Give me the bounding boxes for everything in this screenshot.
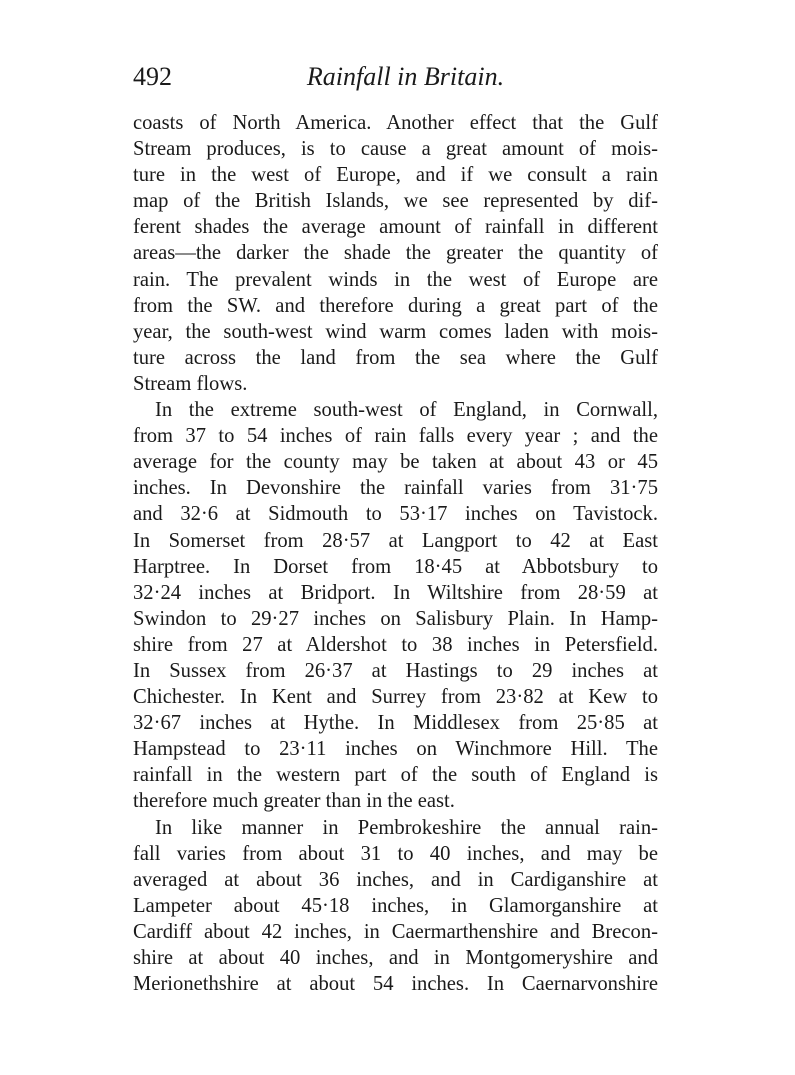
text-line: year, the south-west wind warm comes laden with mois-: [133, 320, 658, 343]
text-line: 32·67 inches at Hythe. In Middlesex from 25·85 at: [133, 712, 658, 735]
text-line: coasts of North America. Another effect that the Gulf: [133, 112, 658, 134]
text-line: Stream produces, is to cause a great amount of mois-: [133, 138, 658, 161]
text-line: 32·24 inches at Bridport. In Wiltshire from 28·59 at: [133, 581, 658, 604]
text-line: Lampeter about 45·18 inches, in Glamorganshire at: [133, 894, 658, 917]
text-line: therefore much greater than in the east.: [133, 790, 455, 813]
text-line: shire at about 40 inches, and in Montgomeryshire and: [133, 947, 658, 969]
text-line: rainfall in the western part of the south of England is: [133, 764, 658, 787]
text-line: ture in the west of Europe, and if we consult a rain: [133, 164, 658, 187]
text-line: In like manner in Pembrokeshire the annual rain-: [155, 816, 658, 839]
text-line: Cardiff about 42 inches, in Caermarthenshire and Brecon-: [133, 920, 658, 943]
text-line: Chichester. In Kent and Surrey from 23·82 at Kew to: [133, 686, 658, 709]
text-line: ture across the land from the sea where the Gulf: [133, 346, 658, 369]
text-line: In Sussex from 26·37 at Hastings to 29 inches at: [133, 659, 658, 682]
paragraph: [133, 397, 658, 815]
text-line: Harptree. In Dorset from 18·45 at Abbotsbury to: [133, 555, 658, 578]
page-number: 492: [133, 62, 172, 91]
text-line: rain. The prevalent winds in the west of Europe are: [133, 268, 658, 291]
paragraph: [133, 110, 658, 397]
text-line: shire from 27 at Aldershot to 38 inches in Petersfield.: [133, 633, 658, 656]
text-line: Stream flows.: [133, 372, 248, 395]
page-header: [133, 62, 658, 96]
body-text: [133, 110, 658, 997]
text-line: inches. In Devonshire the rainfall varies from 31·75: [133, 477, 658, 500]
text-line: averaged at about 36 inches, and in Cardiganshire at: [133, 868, 658, 891]
text-line: fall varies from about 31 to 40 inches, and may be: [133, 842, 658, 865]
running-title: Rainfall in Britain.: [306, 62, 505, 91]
text-line: and 32·6 at Sidmouth to 53·17 inches on Tavistock.: [133, 503, 658, 526]
text-line: map of the British Islands, we see represented by dif-: [133, 190, 658, 213]
text-line: ferent shades the average amount of rainfall in different: [133, 216, 658, 239]
text-line: In Somerset from 28·57 at Langport to 42 at East: [133, 529, 658, 552]
text-line: areas—the darker the shade the greater the quantity of: [133, 242, 658, 265]
text-line: In the extreme south-west of England, in Cornwall,: [155, 399, 658, 422]
paragraph: [133, 815, 658, 998]
text-line: Merionethshire at about 54 inches. In Caernarvonshire: [133, 973, 658, 996]
text-line: average for the county may be taken at about 43 or 45: [133, 451, 658, 474]
text-line: Swindon to 29·27 inches on Salisbury Plain. In Hamp-: [133, 607, 658, 630]
text-line: from the SW. and therefore during a great part of the: [133, 294, 658, 317]
text-line: from 37 to 54 inches of rain falls every year ; and the: [133, 425, 658, 448]
text-line: Hampstead to 23·11 inches on Winchmore Hill. The: [133, 738, 658, 761]
